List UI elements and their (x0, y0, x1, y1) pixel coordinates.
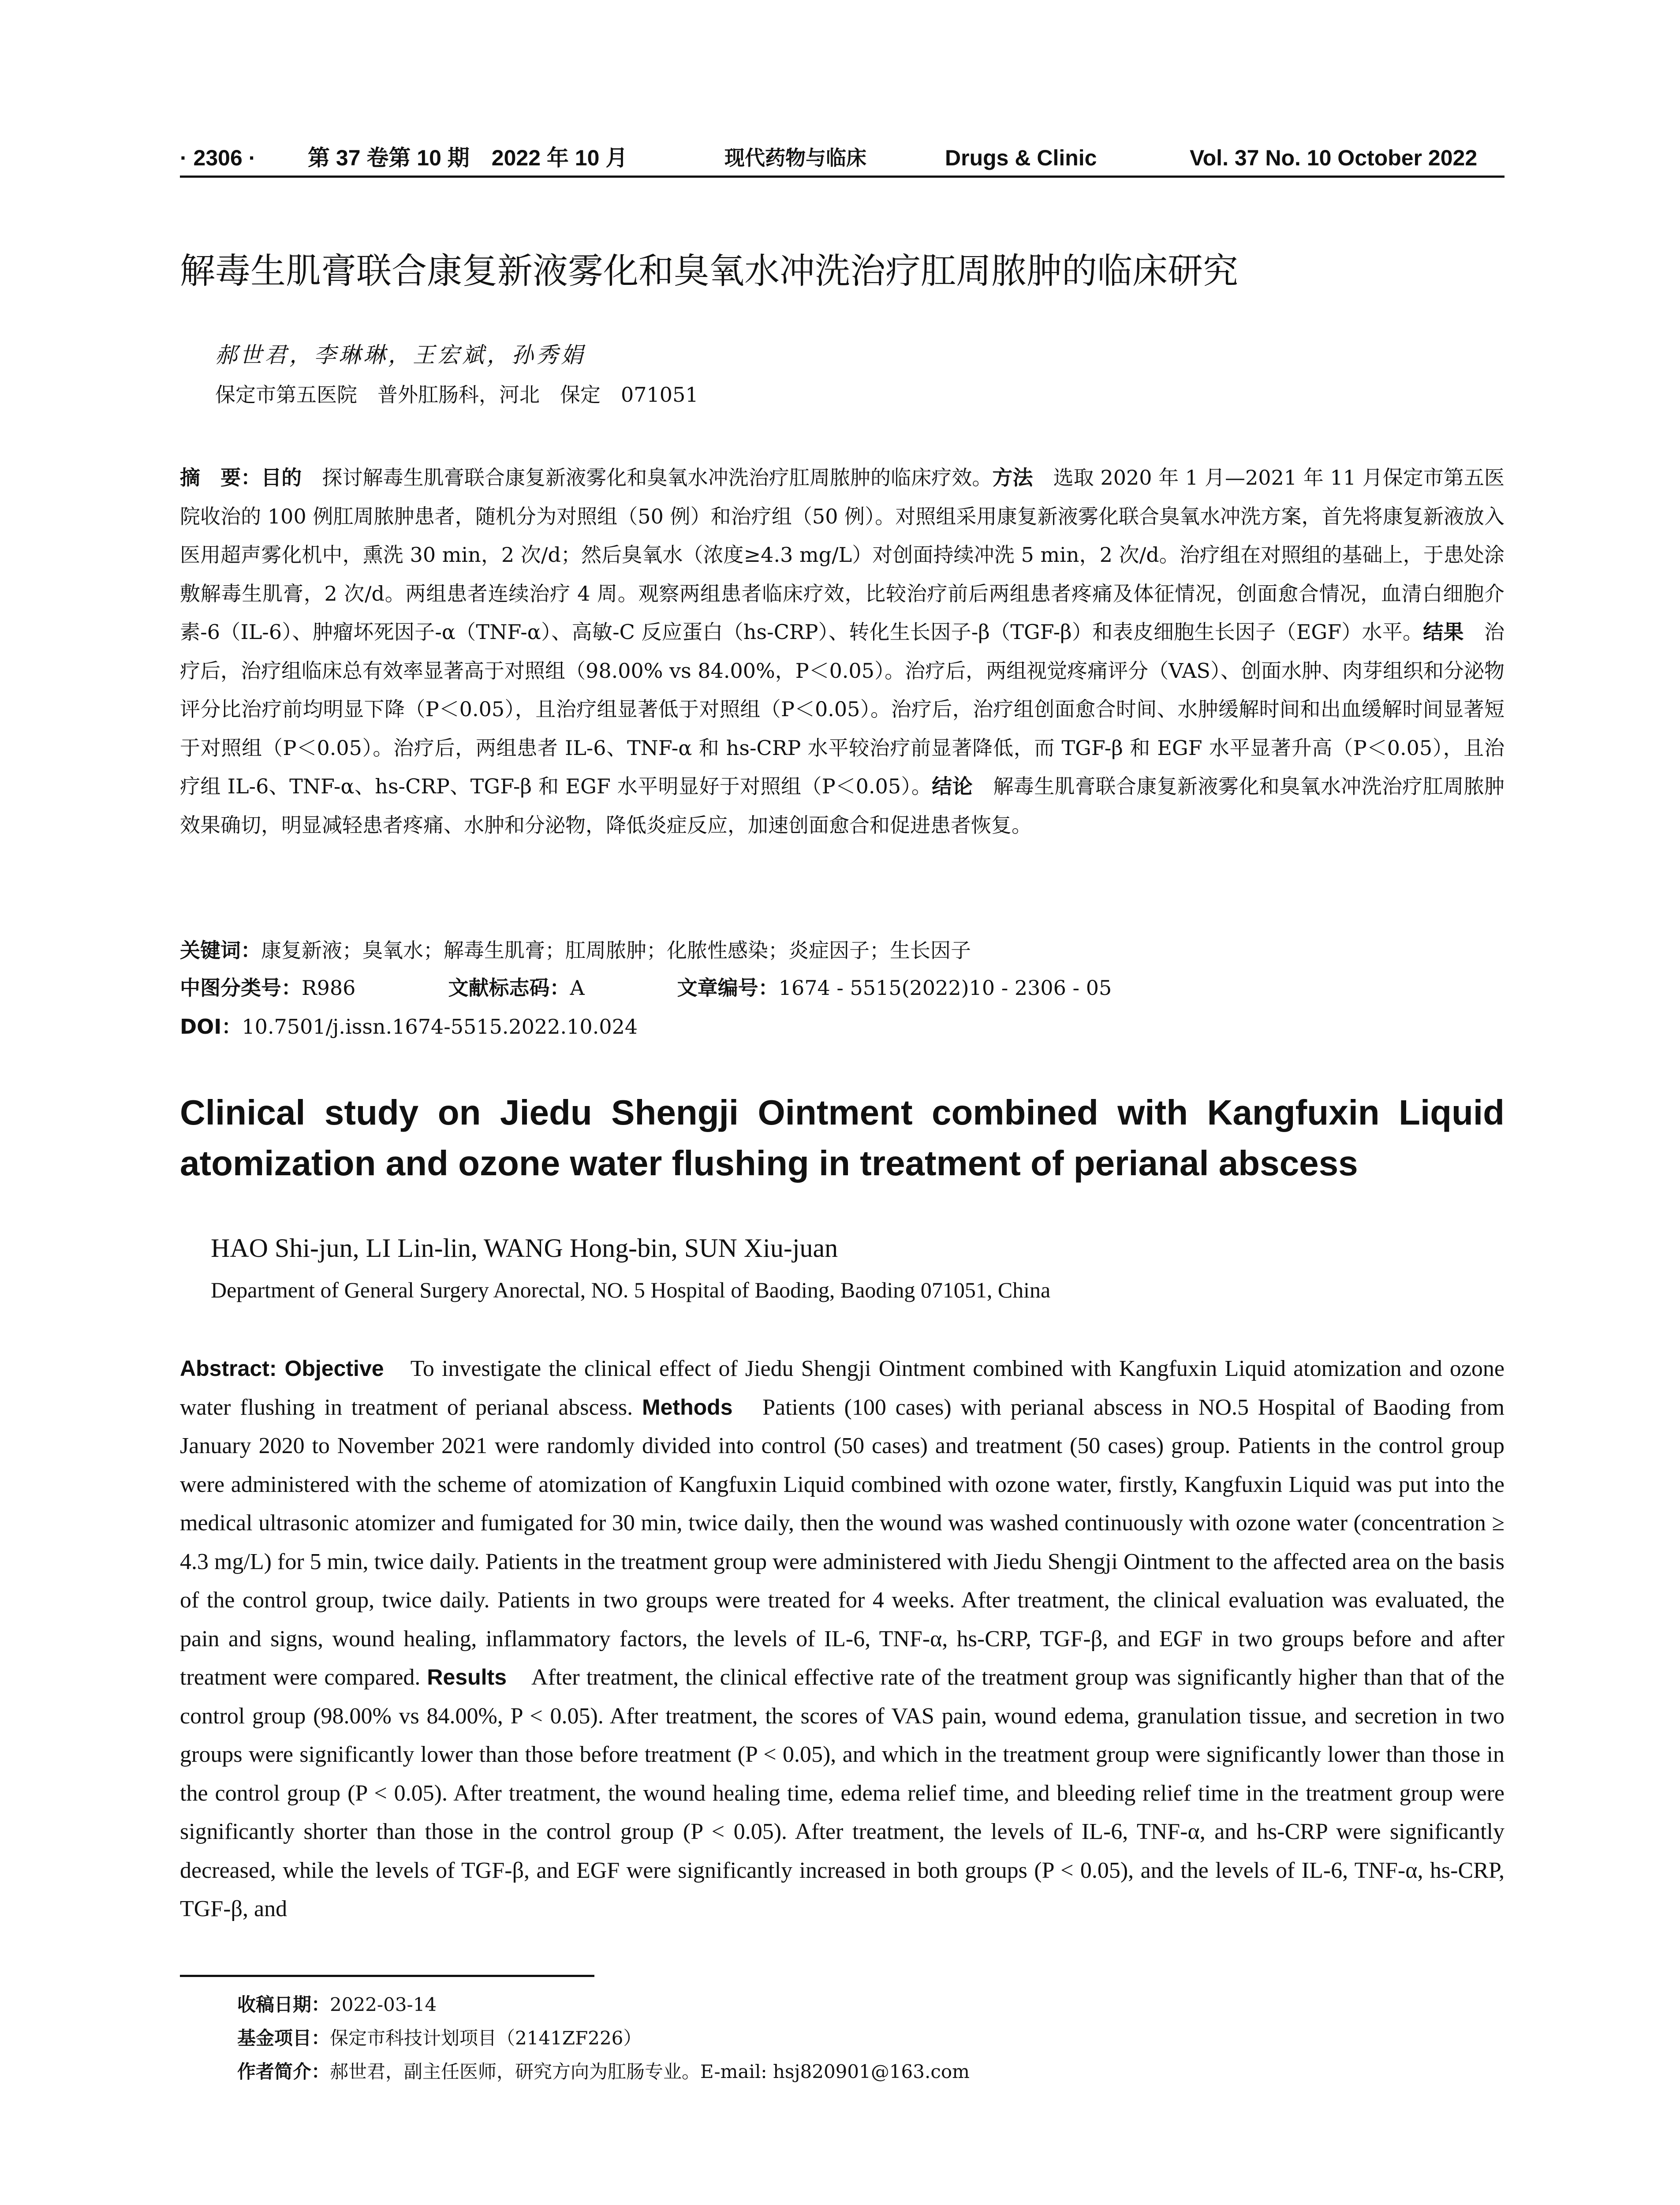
doi-line (180, 1009, 1505, 1044)
authors-cn: 郝世君，李琳琳，王宏斌，孙秀娟 (215, 342, 586, 368)
methods-label-en: Methods (642, 1394, 733, 1420)
keywords-label: 关键词： (180, 938, 261, 962)
results-text-cn: 治疗后，治疗组临床总有效率显著高于对照组（98.00% vs 84.00%，P＜0.05）。治疗后，两组视觉疼痛评分（VAS）、创面水肿、肉芽组织和分泌物评分比治疗前均明显下降（P＜0.05），且治疗组显著低于对照组（P＜0.05）。治疗后，治疗组创面愈合时间、水肿缓解时间和出血缓解时间显著短于对照组（P＜0.05）。治疗后，两组患者 IL-6、TNF-α 和 hs-CRP 水平较治疗前显著降低，而 TGF-β 和 EGF 水平显著升高（P＜0.05），且治疗组 IL-6、TNF-α、hs-CRP、TGF-β 和 EGF 水平明显好于对照组（P＜0.05）。 (180, 620, 1505, 798)
results-label-cn: 结果 (1423, 620, 1464, 644)
classification-line (180, 970, 1505, 1005)
methods-label-cn: 方法 (992, 466, 1033, 490)
volume-issue-cn: 第 37 卷第 10 期 2022 年 10 月 (308, 146, 628, 170)
page-number: · 2306 · (180, 146, 256, 170)
article-title-cn: 解毒生肌膏联合康复新液雾化和臭氧水冲洗治疗肛周脓肿的临床研究 (180, 250, 1238, 292)
author-bio: 作者简介：郝世君，副主任医师，研究方向为肛肠专业。E-mail: hsj820901@163.com (237, 2061, 970, 2082)
paper-page (180, 0, 1505, 2205)
objective-text-en: To investigate the clinical effect of Jiedu Shengji Ointment combined with Kangfuxin Liquid atomization and ozone water flushing in treatment of perianal abscess. (180, 1356, 1505, 1420)
abstract-en (180, 1349, 1505, 1928)
conclusion-label-cn: 结论 (932, 774, 973, 798)
authors-en: HAO Shi-jun, LI Lin-lin, WANG Hong-bin, SUN Xiu-juan (211, 1233, 838, 1263)
volume-issue-en: Vol. 37 No. 10 October 2022 (1190, 146, 1478, 170)
received-date: 收稿日期：2022-03-14 (237, 1994, 437, 2015)
keywords-text: 康复新液；臭氧水；解毒生肌膏；肛周脓肿；化脓性感染；炎症因子；生长因子 (261, 938, 971, 962)
results-text-en: After treatment, the clinical effective rate of the treatment group was significantly higher than that of the control group (98.00% vs 84.00%, P < 0.05). After treatment, the scores of VAS pain, wound edema, granulation tissue, and secretion in two groups were significantly lower than those before treatment (P < 0.05), and which in the treatment group were significantly lower than those in the control group (P < 0.05). After treatment, the wound healing time, edema relief time, and bleeding relief time in the treatment group were significantly shorter than those in the control group (P < 0.05). After treatment, the levels of IL-6, TNF-α, and hs-CRP were significantly decreased, while the levels of TGF-β, and EGF were significantly increased in both groups (P < 0.05), and the levels of IL-6, TNF-α, hs-CRP, TGF-β, and (180, 1665, 1505, 1921)
running-header (180, 140, 1505, 178)
journal-name-en: Drugs & Clinic (945, 146, 1097, 170)
footnotes (237, 1988, 970, 2089)
abstract-label-en: Abstract: Objective (180, 1356, 384, 1381)
abstract-label-cn: 摘 要： (180, 466, 261, 490)
clc-label: 中图分类号： (180, 976, 302, 1000)
doi-value: 10.7501/j.issn.1674-5515.2022.10.024 (242, 1015, 638, 1039)
methods-text-en: Patients (100 cases) with perianal abscess in NO.5 Hospital of Baoding from January 2020 to November 2021 were randomly divided into control (50 cases) and treatment (50 cases) group. Patients in the control group were administered with the scheme of atomization of Kangfuxin Liquid combined with ozone water, firstly, Kangfuxin Liquid was put into the medical ultrasonic atomizer and fumigated for 30 min, twice daily, then the wound was washed continuously with ozone water (concentration ≥ 4.3 mg/L) for 5 min, twice daily. Patients in the treatment group were administered with Jiedu Shengji Ointment to the affected area on the basis of the control group, twice daily. Patients in two groups were treated for 4 weeks. After treatment, the clinical evaluation was evaluated, the pain and signs, wound healing, inflammatory factors, the levels of IL-6, TNF-α, hs-CRP, TGF-β, and EGF in two groups before and after treatment were compared. (180, 1394, 1505, 1690)
doc-code-label: 文献标志码： (448, 976, 570, 1000)
objective-text-cn: 探讨解毒生肌膏联合康复新液雾化和臭氧水冲洗治疗肛周脓肿的临床疗效。 (302, 466, 993, 490)
methods-text-cn: 选取 2020 年 1 月—2021 年 11 月保定市第五医院收治的 100 例肛周脓肿患者，随机分为对照组（50 例）和治疗组（50 例）。对照组采用康复新液雾化联合臭氧水冲洗方案，首先将康复新液放入医用超声雾化机中，熏洗 30 min，2 次/d；然后臭氧水（浓度≥4.3 mg/L）对创面持续冲洗 5 min，2 次/d。治疗组在对照组的基础上，于患处涂敷解毒生肌膏，2 次/d。两组患者连续治疗 4 周。观察两组患者临床疗效，比较治疗前后两组患者疼痛及体征情况，创面愈合情况，血清白细胞介素-6（IL-6）、肿瘤坏死因子-α（TNF-α）、高敏-C 反应蛋白（hs-CRP）、转化生长因子-β（TGF-β）和表皮细胞生长因子（EGF）水平。 (180, 466, 1505, 644)
keywords (180, 933, 1505, 968)
affiliation-en: Department of General Surgery Anorectal, NO. 5 Hospital of Baoding, Baoding 071051, China (211, 1278, 1051, 1302)
abstract-cn (180, 459, 1505, 845)
footnote-divider (180, 1975, 594, 1977)
objective-label-cn: 目的 (261, 466, 302, 490)
journal-name-cn: 现代药物与临床 (724, 146, 866, 170)
article-number-value: 1674 - 5515(2022)10 - 2306 - 05 (778, 976, 1112, 1000)
conclusion-text-cn: 解毒生肌膏联合康复新液雾化和臭氧水冲洗治疗肛周脓肿效果确切，明显减轻患者疼痛、水肿和分泌物，降低炎症反应，加速创面愈合和促进患者恢复。 (180, 774, 1505, 837)
article-title-en: Clinical study on Jiedu Shengji Ointment combined with Kangfuxin Liquid atomization and ozone water flushing in treatment of perianal abscess (180, 1093, 1505, 1183)
doc-code-value: A (570, 976, 585, 1000)
clc-value: R986 (302, 976, 356, 1000)
fund-project: 基金项目：保定市科技计划项目（2141ZF226） (237, 2027, 642, 2049)
affiliation-cn: 保定市第五医院 普外肛肠科，河北 保定 071051 (215, 383, 698, 407)
article-number-label: 文章编号： (677, 976, 779, 1000)
doi-label: DOI： (180, 1015, 242, 1039)
results-label-en: Results (427, 1665, 507, 1689)
